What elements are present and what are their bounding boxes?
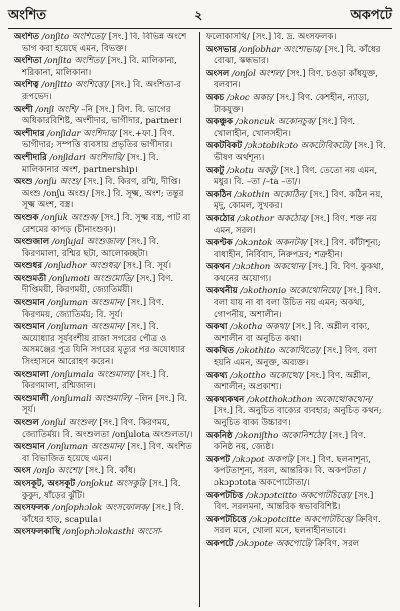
entry-headword: অংশুমালী (14, 393, 49, 404)
entry-definition: [সং.] বিণ. বলা হয়নি এমন, অনুক্ত, অব্যক্ত। (214, 346, 377, 369)
entry-headword: অংশীদার (14, 128, 45, 139)
entry-pronunciation: /onʃophɔlok অংসফোলক/ (52, 503, 150, 514)
entry-pronunciation: /ɔkothor অকঠোর/ (237, 213, 309, 224)
entry-headword: অকথ্য (206, 370, 228, 381)
entry-pronunciation: /onʃuman অংশুমান/ (47, 442, 125, 453)
dictionary-entry (206, 45, 386, 68)
entry-headword: অকথনীয় (206, 286, 238, 297)
entry-pronunciation: /onʃuk অংশুক/ (41, 212, 99, 223)
entry-pronunciation: /ɔkotu অকটু/ (226, 165, 278, 176)
entry-pronunciation: /onʃumala অংশুমালা/ (51, 369, 135, 380)
entry-pronunciation: /ɔkothonio অকোথোনিয়ো/ (240, 286, 342, 297)
entry-headword: অংশিতা (14, 56, 42, 67)
dictionary-entry (14, 322, 193, 368)
dictionary-entry (206, 515, 386, 538)
entry-definition: [সং.] বি. ভীষণ অর্থশূন্য। (214, 141, 386, 163)
dictionary-entry (206, 346, 386, 369)
entry-pronunciation: /onʃokut অংসকুট/ (77, 478, 147, 489)
entry-pronunciation: /ɔkotha অকথা/ (230, 322, 290, 333)
header-left-guideword: অংশিত (8, 8, 47, 23)
entry-pronunciation: /ɔkoniʃtho অকোনিশঠো/ (235, 430, 327, 441)
entry-pronunciation: /onʃudhor অংশুধর/ (44, 261, 121, 272)
entry-headword: অংশুমালা (14, 369, 49, 380)
entry-definition: [সং.] বি. কাঁধের হাড়, scapula। (22, 503, 184, 525)
entry-definition: [সং.] বি. অনুচিত বাক্যের ব্যবহার; অনুচিত কথন; অনুচিত বাক্য উচ্চারণ। (214, 406, 382, 428)
dictionary-entry (206, 322, 386, 345)
entry-definition: [সং.] বিণ. অশ্লীল, অশালীন; অপ্রকাশ্য। (214, 370, 371, 393)
dictionary-entry (14, 129, 193, 152)
entry-pronunciation: /onʃumali অংশুমালি/ (51, 393, 132, 404)
entry-definition: [সং.+ফা.] বিণ. ভাগীদার; সম্পত্তি ব্যবসায় প্রভৃতির ভাগীদার। (22, 128, 175, 151)
entry-headword: অংশুক (14, 212, 39, 223)
entry-pronunciation: /onʃophɔlokasthi অংসো- (62, 527, 163, 538)
entry-definition: [সং.] বি. কাঁধের বোঝা, স্কন্ধভার। (214, 44, 381, 67)
dictionary-entry (14, 105, 193, 128)
dictionary-entry (206, 141, 386, 164)
entry-definition: [সং.] বি. কিরণ, রশ্মি, দীপ্তি। অংশু /onʃu অংশু/ [সং.] বি. সূক্ষ্ম, অংশ; তন্তুর সূক্ষ্ম অংশ, বস্ত্র। (22, 177, 184, 211)
entry-definition: [সং.] বি. বিভিন্ন অংশে ভাগ করা হয়েছে এমন, বিভক্ত। (22, 32, 187, 54)
dictionary-entry (206, 491, 386, 514)
dictionary-entry (14, 479, 193, 502)
entry-headword: অকথিত (206, 346, 234, 357)
entry-headword: অংশুমান (14, 442, 45, 453)
entry-headword: অকপটে (206, 538, 234, 549)
entry-pronunciation: /ɔkɔtobikɔto অকটোবিকটো/ (244, 141, 352, 152)
entry-headword: অকথ্যকথন (206, 394, 245, 405)
entry-headword: অকঠিন (206, 189, 232, 200)
left-column (8, 32, 200, 607)
dictionary-entry (14, 153, 193, 176)
entry-headword: অংসফলক (14, 503, 50, 514)
entry-headword: অকণ্টক (206, 238, 233, 249)
entry-pronunciation: /ɔkɔpɔtcitto অকপোটচিত্তো/ (245, 490, 352, 501)
entry-definition: [সং.] বি. অংশিতা-র রূপভেদ। (22, 80, 181, 102)
entry-headword: অংস (14, 466, 31, 477)
entry-definition: ক্রিবিণ. সরল (314, 538, 360, 549)
entry-pronunciation: /ɔkoncuk অকোনচুক/ (235, 117, 316, 128)
entry-headword: অকটবিকট (206, 141, 243, 152)
dictionary-entry (206, 69, 386, 92)
entry-pronunciation: /onʃo অংশো/ (33, 466, 83, 477)
entry-pronunciation: /onʃidar অংশিদার/ (47, 128, 117, 139)
entry-pronunciation: /ɔkottho অকোত্থো/ (230, 370, 304, 381)
dictionary-entry (206, 117, 386, 140)
entry-headword: অংশুধর (14, 261, 43, 272)
entry-headword: অকঞ্চুক (206, 117, 233, 128)
dictionary-entry (14, 466, 193, 478)
entry-pronunciation: /ɔkotthokɔthon অকোত্থোকথোন/ (246, 394, 373, 405)
dictionary-entry (206, 166, 386, 189)
entry-headword: অকপটচিত্ত (206, 490, 244, 501)
entry-headword: অংশুল (14, 418, 39, 428)
entry-headword: অংশুমান (14, 298, 45, 309)
entry-pronunciation: /ɔkoc অকচ/ (226, 92, 274, 103)
entry-definition: –নি [সং.] বিণ. বি. ভাগের অধিকারবিশিষ্ট, অংশীদার, ভাগীদার, partner। (22, 104, 182, 127)
entry-headword: অকচ (206, 92, 225, 103)
entry-headword: অকটু (206, 165, 225, 176)
dictionary-entry (206, 286, 386, 321)
entry-headword: অংশীদারি (14, 152, 47, 163)
entry-definition: [সং.] বিণ. অংশিত বা বিভাজিত হয়েছে এমন। (22, 442, 192, 464)
dictionary-entry (14, 80, 193, 103)
entry-pronunciation: /onʃujal অংশুজাল/ (51, 237, 125, 248)
entry-definition: [সং.] বি. সূর্য। (123, 261, 172, 272)
dictionary-entry (14, 527, 193, 539)
dictionary-entry (14, 394, 193, 417)
entry-definition: ক্রিবিণ. সরল মনে, খোলা মনে, ছলনাহীনভাবে। (214, 514, 381, 537)
dictionary-entry (14, 503, 193, 526)
entry-headword: অকথা (206, 322, 228, 333)
entry-headword: অংশিত্ব (14, 80, 39, 91)
entry-definition: [সং.] বিণ. কনিষ্ঠ নয়, জ্যেষ্ঠ। (214, 430, 366, 453)
entry-definition: [সং.] বিণ. কাঁটাশূন্য; বাধাহীন, নির্বিবাদ, নিরুপদ্রব; শত্রুহীন। (214, 238, 381, 260)
dictionary-entry (206, 431, 386, 454)
entry-headword: অংসকূট, অংসকূট (14, 478, 76, 489)
entry-definition: ফলোকাসথি/ [সং.] বি. দ্র. অংসফলক। (206, 32, 337, 42)
entry-headword: অকপট (206, 454, 230, 465)
entry-definition: [সং.] বিণ. চওড়া কাঁধযুক্ত, বলবান। (214, 68, 378, 91)
entry-definition: [সং.] বি. বিণ. কুকথা, কথনের অযোগ্য। (214, 262, 384, 284)
dictionary-entry (206, 539, 386, 551)
entry-headword: অংসফলকাস্থি (14, 527, 61, 538)
entry-definition: –লিন [সং.] বি. সূর্য। (22, 393, 188, 416)
entry-headword: অংশু (14, 177, 33, 188)
entry-definition: [সং.] বিণ. বলা যায় না বা বলা উচিত নয় এমন; অকথ্য, গোপনীয়, অশালীন। (214, 286, 381, 320)
entry-headword: অকপটচিত্তে (206, 514, 247, 525)
dictionary-entry (14, 32, 193, 55)
entry-pronunciation: /ɔkɔpot অকপট/ (232, 454, 295, 465)
right-column (200, 32, 392, 607)
dictionary-entry (206, 371, 386, 394)
page-number: ২ (194, 8, 203, 22)
dictionary-entry (14, 418, 193, 441)
entry-pronunciation: /ɔkɔntok অকনটক/ (235, 238, 308, 249)
entry-headword: অংশুমতী (14, 273, 47, 284)
dictionary-entry (206, 455, 386, 490)
dictionary-entry (206, 238, 386, 261)
entry-definition: [সং.] বি. কুকুদ, ষাঁড়ের ঝুঁটি। (22, 478, 181, 501)
dictionary-entry (206, 190, 386, 213)
entry-headword: অংশুমান (14, 322, 45, 333)
entry-pronunciation: /onʃobhar অংশোভার/ (239, 44, 322, 55)
entry-definition: [সং.] বিণ. কেশহীন, ন্যাড়া, টাকযুক্ত। (214, 92, 370, 115)
header-right-guideword: অকপটে (350, 8, 392, 23)
entry-definition: [সং.] বিণ. ছলনাশূন্য, কপটতাশূন্য, সরল, আন্তরিক। বি. অকপটতা /ɔkɔpɔtota অকপোটোতা/। (214, 454, 372, 488)
entry-pronunciation: /onʃumoti অংশুমোতি/ (48, 273, 134, 284)
entry-headword: অংসভার (206, 44, 237, 55)
dictionary-entry (14, 298, 193, 321)
entry-pronunciation: /onʃi অংশি/ (35, 104, 79, 115)
entry-definition: [সং.] বি. সূক্ষ্ম বস্ত্র, পাট বা রেশমের কাপড় (চীনাংশুক)। (22, 212, 191, 235)
entry-pronunciation: /onʃitto অংশিত্তো/ (41, 80, 109, 91)
entry-pronunciation: /onʃito অংশিতো/ (41, 32, 106, 42)
entry-definition: [সং.] বিণ. দীপ্তিময়ী, কিরণময়ী, জ্যোতির্ময়ী। (22, 273, 174, 296)
dictionary-entry (14, 274, 193, 297)
entry-definition: [সং.] বি. কাঁধ। (85, 466, 136, 477)
entry-headword: অংশিত (14, 32, 40, 42)
entry-pronunciation: /ɔkothito অকোথিতো/ (236, 346, 321, 357)
entry-definition: [সং.] বিণ. সরলমনা, আন্তরিক স্বভাববিশিষ্ট। (214, 490, 374, 513)
dictionary-entry (14, 370, 193, 393)
dictionary-entry (206, 32, 386, 44)
entry-headword: অংশী (14, 104, 33, 115)
entry-definition: [সং.] বি. মালিকানার অংশ, partnership। (22, 152, 159, 175)
entry-definition: [সং.] বি. অশ্লীল বাক্য, অশালীন বা অনুচিত কথা। (214, 322, 370, 344)
entry-pronunciation: /onʃuman অংশুমান/ (47, 322, 125, 333)
entry-headword: অকনিষ্ঠ (206, 430, 233, 441)
dictionary-entry (206, 395, 386, 430)
dictionary-entry (14, 56, 193, 79)
entry-definition: [সং.] বি. কিরণমালা, রশ্মিজাল। (22, 369, 169, 392)
dictionary-entry (206, 93, 386, 116)
entry-pronunciation: /onʃita অংশিতা/ (44, 56, 105, 67)
entry-pronunciation: /onʃol অংশল/ (231, 68, 285, 79)
dictionary-entry (14, 213, 193, 236)
entry-definition: [সং.] বিণ. কিরণময়, জ্যোতির্ময়। বি. অংশুলতা /onʃulota অংশুলতা/। (22, 418, 193, 440)
entry-pronunciation: /ɔkɔpote অকপোটে/ (236, 538, 313, 549)
entry-definition: [সং.] বিণ. খোলাহীন, খোলসহীন। (214, 117, 356, 139)
entry-headword: অংসল (206, 68, 230, 79)
entry-headword: অকথন (206, 262, 231, 273)
entry-definition: [সং.] বিণ. কঠিন নয়, মৃদু, কোমল, সুখকর। (214, 189, 383, 212)
dictionary-entry (206, 214, 386, 237)
entry-definition: [সং.] বিণ. শক্ত নয় এমন, সরল। (214, 213, 377, 236)
entry-pronunciation: /onʃu অংশু/ (35, 177, 81, 188)
entry-headword: অংশুজাল (14, 237, 50, 248)
entry-pronunciation: /onʃuman অংশুমান/ (47, 298, 125, 309)
entry-pronunciation: /onʃidari অংশিদারি/ (49, 152, 125, 163)
entry-pronunciation: /ɔkɔthon অকথোন/ (232, 262, 307, 273)
entry-pronunciation: /ɔkothin অকোঠিন/ (234, 189, 307, 200)
entry-pronunciation: /ɔkɔpotcitte অকপোটচিত্তে/ (249, 514, 354, 525)
entry-definition: [সং.] বিণ. কিরণময়, জ্যোতির্ময়; বি. সূর্য। (22, 298, 164, 320)
dictionary-entry (14, 237, 193, 260)
entry-pronunciation: /onʃul অংশুল/ (41, 418, 97, 428)
entry-definition: [সং.] বি. অযোধ্যার সূর্যবংশীয় রাজা সগরের পৌত্র ও অসমঞ্জের পুত্র যিনি সগরের মৃত্যুর পর অযোধ্যার সিংহাসনে আরোহণ করেন। (22, 322, 186, 368)
dictionary-entry (14, 442, 193, 465)
entry-headword: অকঠোর (206, 213, 235, 224)
entry-definition: [সং.] বি. কিরণমালা, রশ্মির ছটা, আলোকচ্ছটা। (22, 237, 159, 259)
columns (8, 32, 392, 607)
dictionary-entry (14, 177, 193, 212)
dictionary-entry (206, 262, 386, 285)
page-header (8, 6, 392, 29)
entry-definition: [সং.] বি. মালিকানা, শরিকানা, মালিকানা। (22, 56, 177, 78)
dictionary-entry (14, 261, 193, 273)
entry-definition: [সং.] বিণ. তেতো নয় এমন, মধুর। বি. –তা /–ta –তা/। (214, 165, 378, 188)
